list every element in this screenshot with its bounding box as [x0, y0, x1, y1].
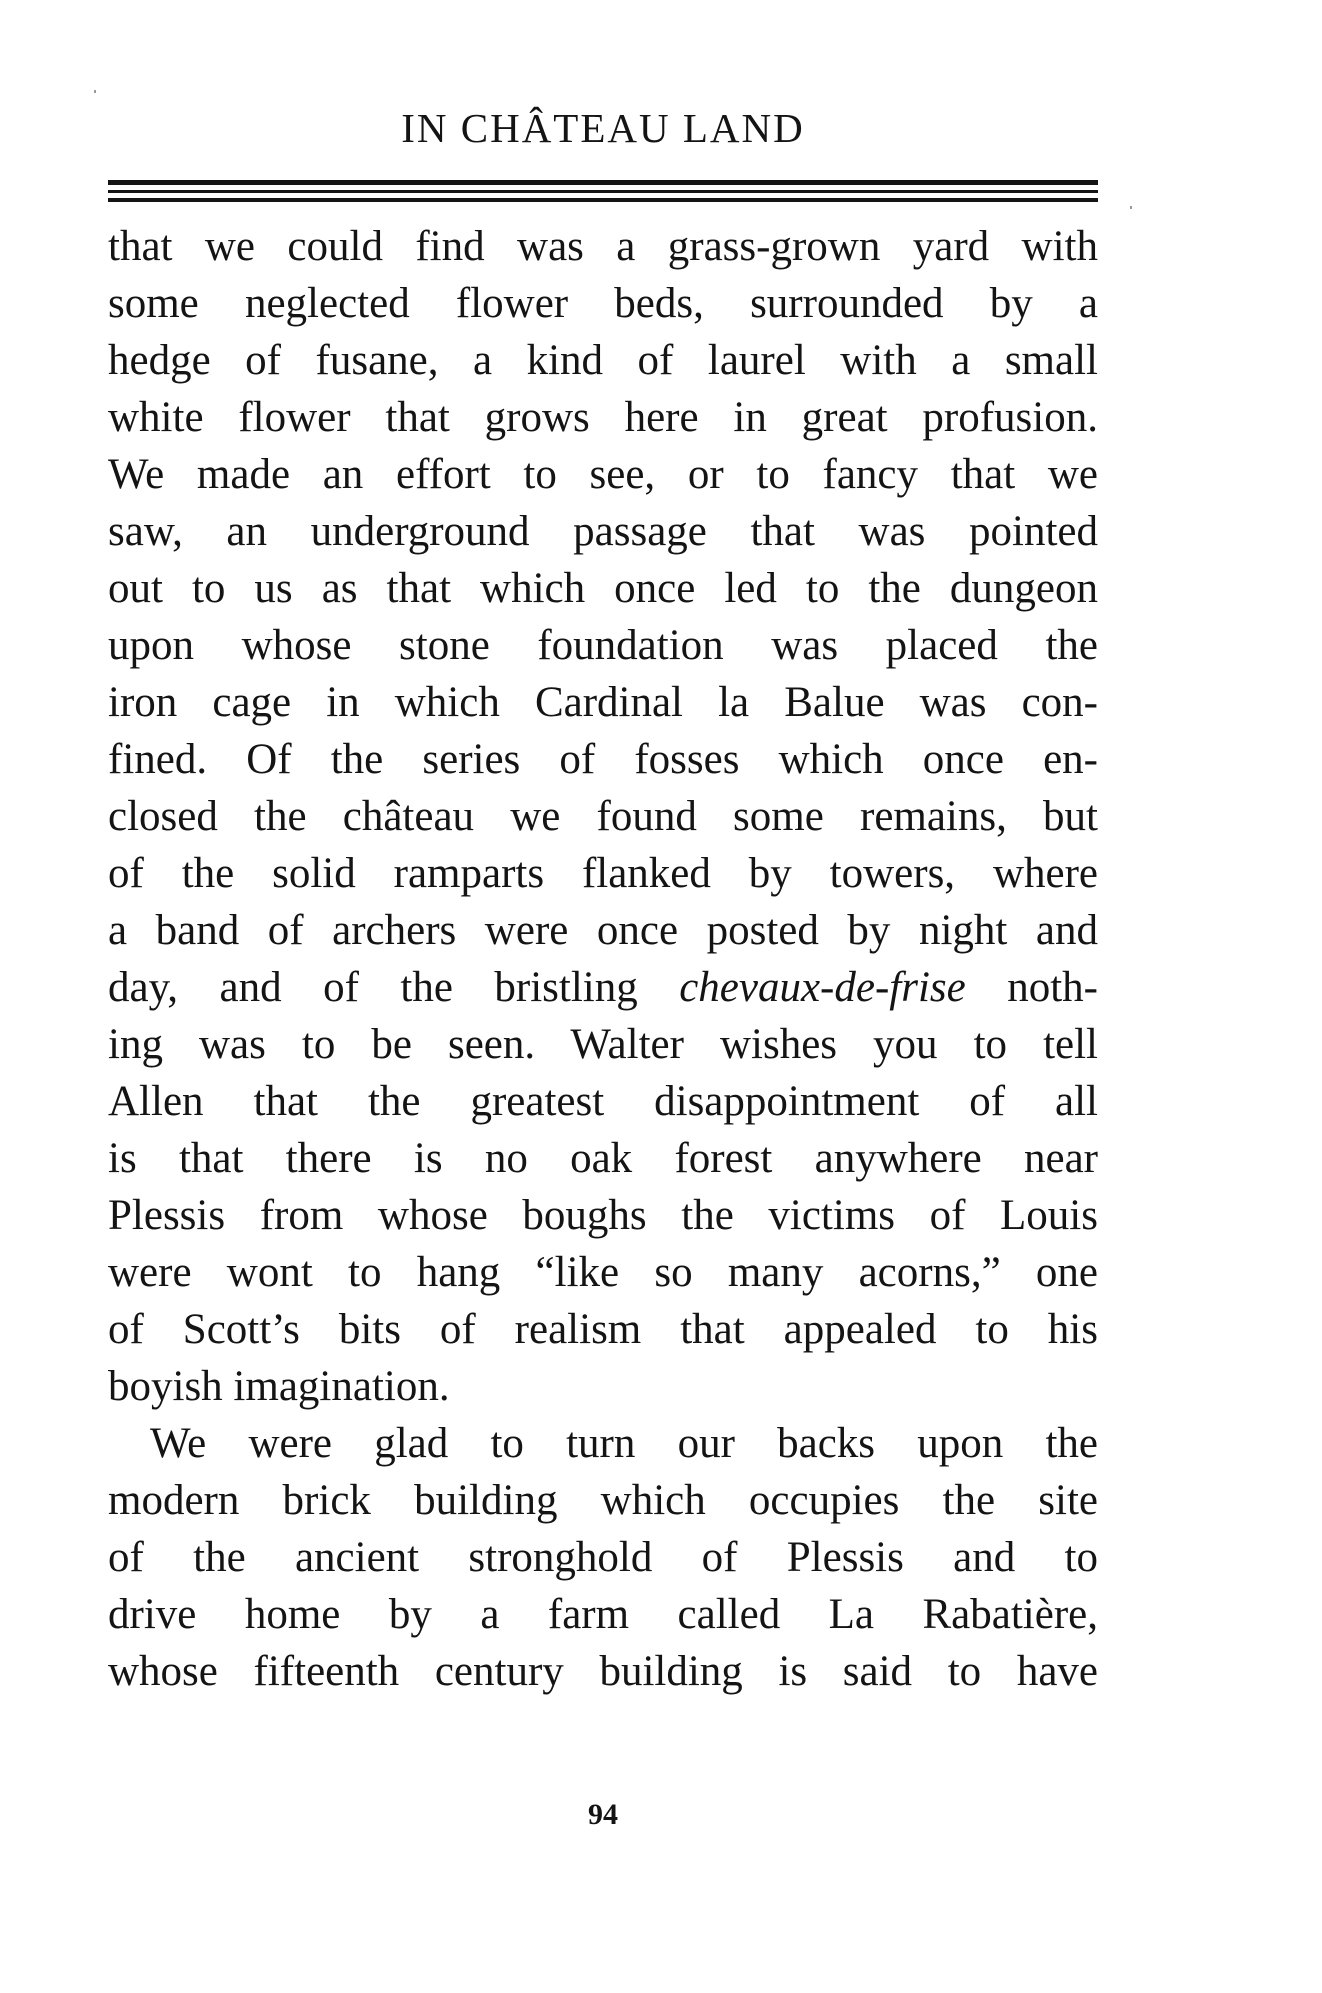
text-line: hedge of fusane, a kind of laurel with a small	[108, 337, 1098, 384]
text-line: closed the château we found some remains, but	[108, 793, 1098, 840]
text-line: iron cage in which Cardinal la Balue was con-	[108, 679, 1098, 726]
text-line: boyish imagination.	[108, 1363, 450, 1410]
text-run: day, and of the bristling	[108, 964, 680, 1011]
text-line: Plessis from whose boughs the victims of Louis	[108, 1192, 1098, 1239]
header-rule-bottom	[108, 198, 1098, 202]
paragraph-1	[108, 218, 1098, 1415]
text-line: some neglected flower beds, surrounded by a	[108, 280, 1098, 327]
body-text	[108, 218, 1098, 1700]
text-line: whose fifteenth century building is said to have	[108, 1648, 1098, 1695]
text-line: We were glad to turn our backs upon the	[150, 1420, 1098, 1467]
text-line: is that there is no oak forest anywhere near	[108, 1135, 1098, 1182]
text-line: out to us as that which once led to the dungeon	[108, 565, 1098, 612]
italic-phrase: chevaux-de-frise	[679, 964, 966, 1011]
text-line: ing was to be seen. Walter wishes you to tell	[108, 1021, 1098, 1068]
text-line: drive home by a farm called La Rabatière,	[108, 1591, 1098, 1638]
text-line: Allen that the greatest disappointment of all	[108, 1078, 1098, 1125]
paper-speck	[94, 90, 96, 93]
text-line: We made an effort to see, or to fancy that we	[108, 451, 1098, 498]
page-number: 94	[588, 1798, 618, 1831]
text-line: of the ancient stronghold of Plessis and to	[108, 1534, 1098, 1581]
text-line: upon whose stone foundation was placed the	[108, 622, 1098, 669]
text-line: fined. Of the series of fosses which once en-	[108, 736, 1098, 783]
text-line: that we could find was a grass-grown yard with	[108, 223, 1098, 270]
text-line: white flower that grows here in great profusion.	[108, 394, 1098, 441]
text-line: modern brick building which occupies the site	[108, 1477, 1098, 1524]
header-rule-top	[108, 180, 1098, 185]
text-line: a band of archers were once posted by night and	[108, 907, 1098, 954]
text-line: were wont to hang “like so many acorns,” one	[108, 1249, 1098, 1296]
running-head: IN CHÂTEAU LAND	[401, 105, 805, 151]
text-line: saw, an underground passage that was pointed	[108, 508, 1098, 555]
text-run: noth-	[965, 964, 1098, 1011]
text-line-with-italic	[108, 959, 1098, 1016]
text-line: of Scott’s bits of realism that appealed to his	[108, 1306, 1098, 1353]
text-line: of the solid ramparts flanked by towers, where	[108, 850, 1098, 897]
paper-speck	[1130, 206, 1132, 209]
paragraph-2	[108, 1415, 1098, 1700]
header-rule-middle	[108, 190, 1098, 193]
